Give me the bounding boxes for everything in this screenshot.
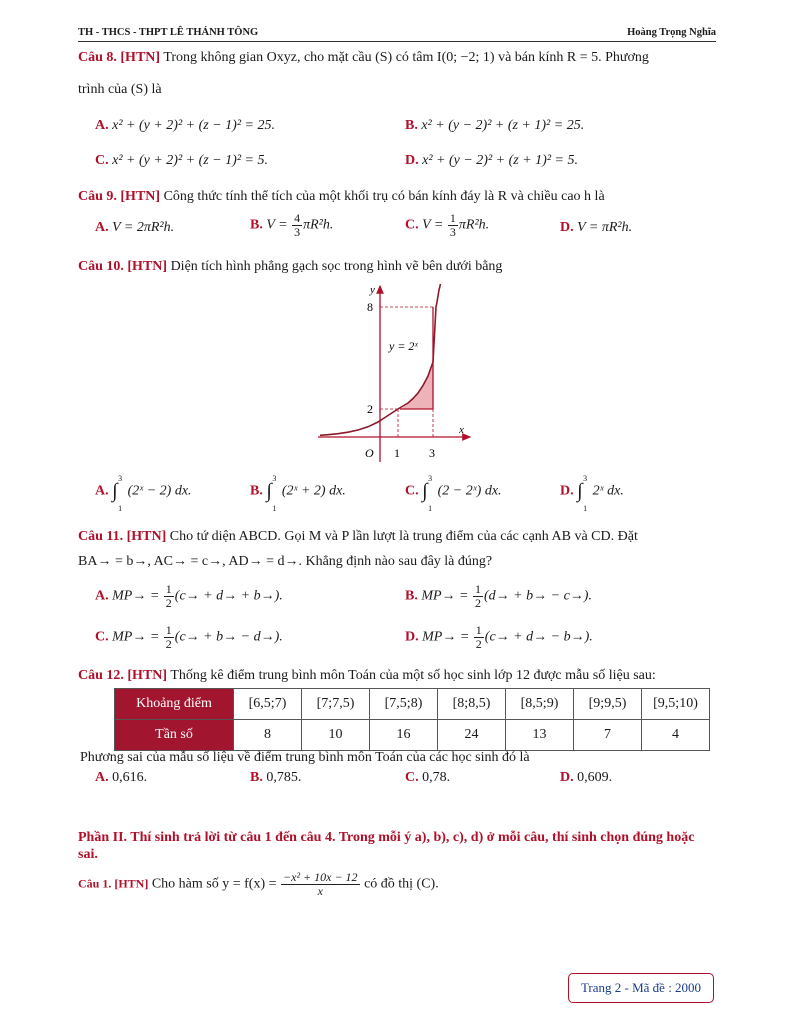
curve-label: y = 2ˣ	[389, 339, 418, 353]
option-a[interactable]	[95, 474, 192, 513]
option-a[interactable]	[95, 770, 147, 786]
shaded-region	[398, 362, 433, 409]
option-a[interactable]	[95, 118, 275, 134]
header-divider	[78, 41, 716, 42]
option-letter: B.	[405, 588, 418, 604]
option-letter: A.	[95, 220, 109, 235]
option-b[interactable]	[250, 770, 301, 786]
option-letter: C.	[95, 153, 109, 168]
y-axis-label: y	[370, 284, 375, 296]
question-label: Câu 10. [HTN]	[78, 259, 168, 274]
option-a[interactable]	[95, 220, 174, 236]
tick-label-2: 2	[367, 402, 373, 416]
option-text: MP→ =	[421, 588, 473, 604]
option-text: x² + (y + 2)² + (z − 1)² = 5.	[112, 153, 268, 168]
option-text: (d→ + b→ − c→).	[484, 588, 592, 604]
denominator: 2	[475, 596, 482, 610]
table-cell: 7	[574, 720, 642, 751]
option-letter: C.	[95, 629, 109, 645]
question-text: Cho tứ diện ABCD. Gọi M và P lần lượt là trung điểm của các cạnh AB và CD. Đặt	[169, 529, 638, 544]
option-letter: B.	[250, 483, 263, 499]
question-8-cont: trình của (S) là	[78, 82, 162, 97]
question-text: có đồ thị (C).	[364, 876, 439, 892]
question-10	[78, 259, 502, 275]
question-9	[78, 189, 605, 205]
option-text: x² + (y + 2)² + (z − 1)² = 25.	[112, 118, 275, 133]
option-text: V =	[422, 217, 447, 233]
page-header	[78, 27, 716, 38]
table-row	[115, 689, 710, 720]
table-row	[115, 720, 710, 751]
option-text: 0,785.	[266, 770, 302, 785]
option-text: MP→ =	[112, 588, 163, 604]
option-letter: D.	[560, 770, 574, 785]
option-text: x² + (y − 2)² + (z + 1)² = 25.	[421, 118, 585, 133]
question-label: Câu 11. [HTN]	[78, 529, 167, 544]
exponential-graph	[318, 280, 478, 465]
option-d[interactable]	[560, 474, 624, 513]
option-c[interactable]	[405, 212, 489, 239]
option-letter: C.	[405, 217, 419, 233]
row-header: Khoảng điểm	[115, 689, 234, 720]
lower-limit: 1	[272, 504, 277, 513]
denominator: 3	[294, 225, 301, 239]
option-d[interactable]	[405, 624, 593, 651]
option-text: (2 − 2ˣ) dx.	[437, 483, 502, 499]
option-d[interactable]	[405, 153, 578, 169]
question-12-cont: Phương sai của mẫu số liệu về điểm trung bình môn Toán của các học sinh đó là	[80, 750, 530, 765]
lower-limit: 1	[118, 504, 123, 513]
numerator: 1	[165, 623, 172, 637]
option-letter: A.	[95, 770, 109, 785]
option-letter: C.	[405, 770, 419, 785]
table-cell: [9,5;10)	[642, 689, 710, 720]
table-cell: 13	[506, 720, 574, 751]
integral-sign: ∫ 3 1	[422, 474, 433, 513]
question-label: Câu 1. [HTN]	[78, 876, 149, 891]
denominator: x	[317, 884, 323, 898]
option-text: V = 2πR²h.	[112, 220, 175, 235]
denominator: 2	[165, 637, 172, 651]
table-cell: 10	[302, 720, 370, 751]
option-text: MP→ =	[112, 629, 163, 645]
option-letter: B.	[250, 217, 263, 233]
table-cell: [9;9,5)	[574, 689, 642, 720]
option-text: V =	[266, 217, 292, 233]
option-text: πR²h.	[458, 217, 490, 233]
numerator: 1	[165, 582, 172, 596]
table-cell: 8	[234, 720, 302, 751]
fraction	[164, 583, 174, 610]
question-text: Công thức tính thể tích của một khối trụ có bán kính đáy là R và chiều cao h là	[163, 189, 605, 204]
part-2-title-cont: sai.	[78, 847, 98, 862]
option-text: MP→ =	[422, 629, 473, 645]
x-axis-label: x	[459, 424, 464, 436]
option-a[interactable]	[95, 583, 283, 610]
denominator: 3	[449, 225, 456, 239]
option-text: 0,609.	[577, 770, 613, 785]
option-letter: D.	[405, 629, 419, 645]
option-letter: D.	[560, 220, 574, 235]
question-12	[78, 668, 656, 684]
option-letter: C.	[405, 483, 419, 499]
integral-sign: ∫ 3 1	[577, 474, 588, 513]
option-c[interactable]	[405, 770, 450, 786]
school-name: TH - THCS - THPT LÊ THÁNH TÔNG	[78, 27, 259, 38]
option-letter: A.	[95, 118, 109, 133]
option-c[interactable]	[95, 624, 283, 651]
question-8	[78, 50, 649, 66]
option-letter: B.	[405, 118, 418, 133]
option-d[interactable]	[560, 220, 632, 236]
table-cell: [7,5;8)	[370, 689, 438, 720]
option-text: V = πR²h.	[577, 220, 633, 235]
part-2-question-1	[78, 871, 439, 898]
option-b[interactable]	[250, 474, 346, 513]
table-cell: [7;7,5)	[302, 689, 370, 720]
fraction	[448, 212, 458, 239]
integral-sign: ∫ 3 1	[112, 474, 123, 513]
option-b[interactable]	[405, 118, 584, 134]
denominator: 2	[165, 596, 172, 610]
option-letter: D.	[405, 153, 419, 168]
fraction	[292, 212, 302, 239]
origin-label: O	[365, 446, 374, 460]
table-cell: 16	[370, 720, 438, 751]
tick-label-8: 8	[367, 300, 373, 314]
integral-sign: ∫ 3 1	[266, 474, 277, 513]
upper-limit: 3	[272, 474, 277, 483]
numerator: 4	[294, 211, 301, 225]
option-letter: B.	[250, 770, 263, 785]
option-text: (c→ + d→ − b→).	[484, 629, 593, 645]
question-11	[78, 529, 638, 545]
question-text: Trong không gian Oxyz, cho mặt cầu (S) có tâm I(0; −2; 1) và bán kính R = 5. Phương	[163, 50, 649, 65]
option-text: (2ˣ − 2) dx.	[127, 483, 192, 499]
option-c[interactable]	[95, 153, 268, 169]
question-label: Câu 12. [HTN]	[78, 668, 168, 683]
option-text: 0,78.	[422, 770, 451, 785]
option-b[interactable]	[405, 583, 592, 610]
frequency-table	[114, 688, 710, 751]
upper-limit: 3	[428, 474, 433, 483]
question-11-cont: BA→ = b→, AC→ = c→, AD→ = d→. Khẳng định nào sau đây là đúng?	[78, 554, 493, 569]
question-label: Câu 9. [HTN]	[78, 189, 161, 204]
table-cell: [8;8,5)	[438, 689, 506, 720]
option-text: x² + (y − 2)² + (z + 1)² = 5.	[422, 153, 578, 168]
numerator: 1	[449, 211, 456, 225]
option-d[interactable]	[560, 770, 612, 786]
option-text: (c→ + d→ + b→).	[174, 588, 283, 604]
option-c[interactable]	[405, 474, 502, 513]
question-text: Cho hàm số y = f(x) =	[151, 876, 281, 892]
option-letter: D.	[560, 483, 574, 499]
tick-label-3: 3	[429, 446, 435, 460]
author-name: Hoàng Trọng Nghĩa	[627, 27, 716, 38]
question-text: Thống kê điểm trung bình môn Toán của một số học sinh lớp 12 được mẫu số liệu sau:	[170, 668, 656, 683]
option-b[interactable]	[250, 212, 333, 239]
numerator: −x² + 10x − 12	[283, 870, 358, 884]
option-text: (c→ + b→ − d→).	[174, 629, 283, 645]
option-text: 2ˣ dx.	[592, 483, 624, 499]
numerator: 1	[475, 623, 482, 637]
option-text: (2ˣ + 2) dx.	[281, 483, 346, 499]
table-cell: 4	[642, 720, 710, 751]
option-text: πR²h.	[303, 217, 334, 233]
lower-limit: 1	[583, 504, 588, 513]
tick-label-1: 1	[394, 446, 400, 460]
row-header: Tần số	[115, 720, 234, 751]
fraction	[473, 583, 483, 610]
option-letter: A.	[95, 588, 109, 604]
fraction	[281, 871, 360, 898]
numerator: 1	[475, 582, 482, 596]
denominator: 2	[475, 637, 482, 651]
table-cell: [6,5;7)	[234, 689, 302, 720]
question-label: Câu 8. [HTN]	[78, 50, 161, 65]
table-cell: [8,5;9)	[506, 689, 574, 720]
fraction	[164, 624, 174, 651]
question-text: Diện tích hình phẳng gạch sọc trong hình vẽ bên dưới bằng	[170, 259, 503, 274]
part-2-title: Phần II. Thí sinh trả lời từ câu 1 đến câu 4. Trong mỗi ý a), b), c), d) ở mỗi câu, thí sinh chọn đúng hoặc	[78, 830, 695, 845]
table-cell: 24	[438, 720, 506, 751]
dashed-guides	[380, 307, 433, 437]
lower-limit: 1	[428, 504, 433, 513]
option-letter: A.	[95, 483, 109, 499]
upper-limit: 3	[583, 474, 588, 483]
option-text: 0,616.	[112, 770, 148, 785]
page-footer: Trang 2 - Mã đề : 2000	[568, 973, 714, 1003]
upper-limit: 3	[118, 474, 123, 483]
fraction	[474, 624, 484, 651]
